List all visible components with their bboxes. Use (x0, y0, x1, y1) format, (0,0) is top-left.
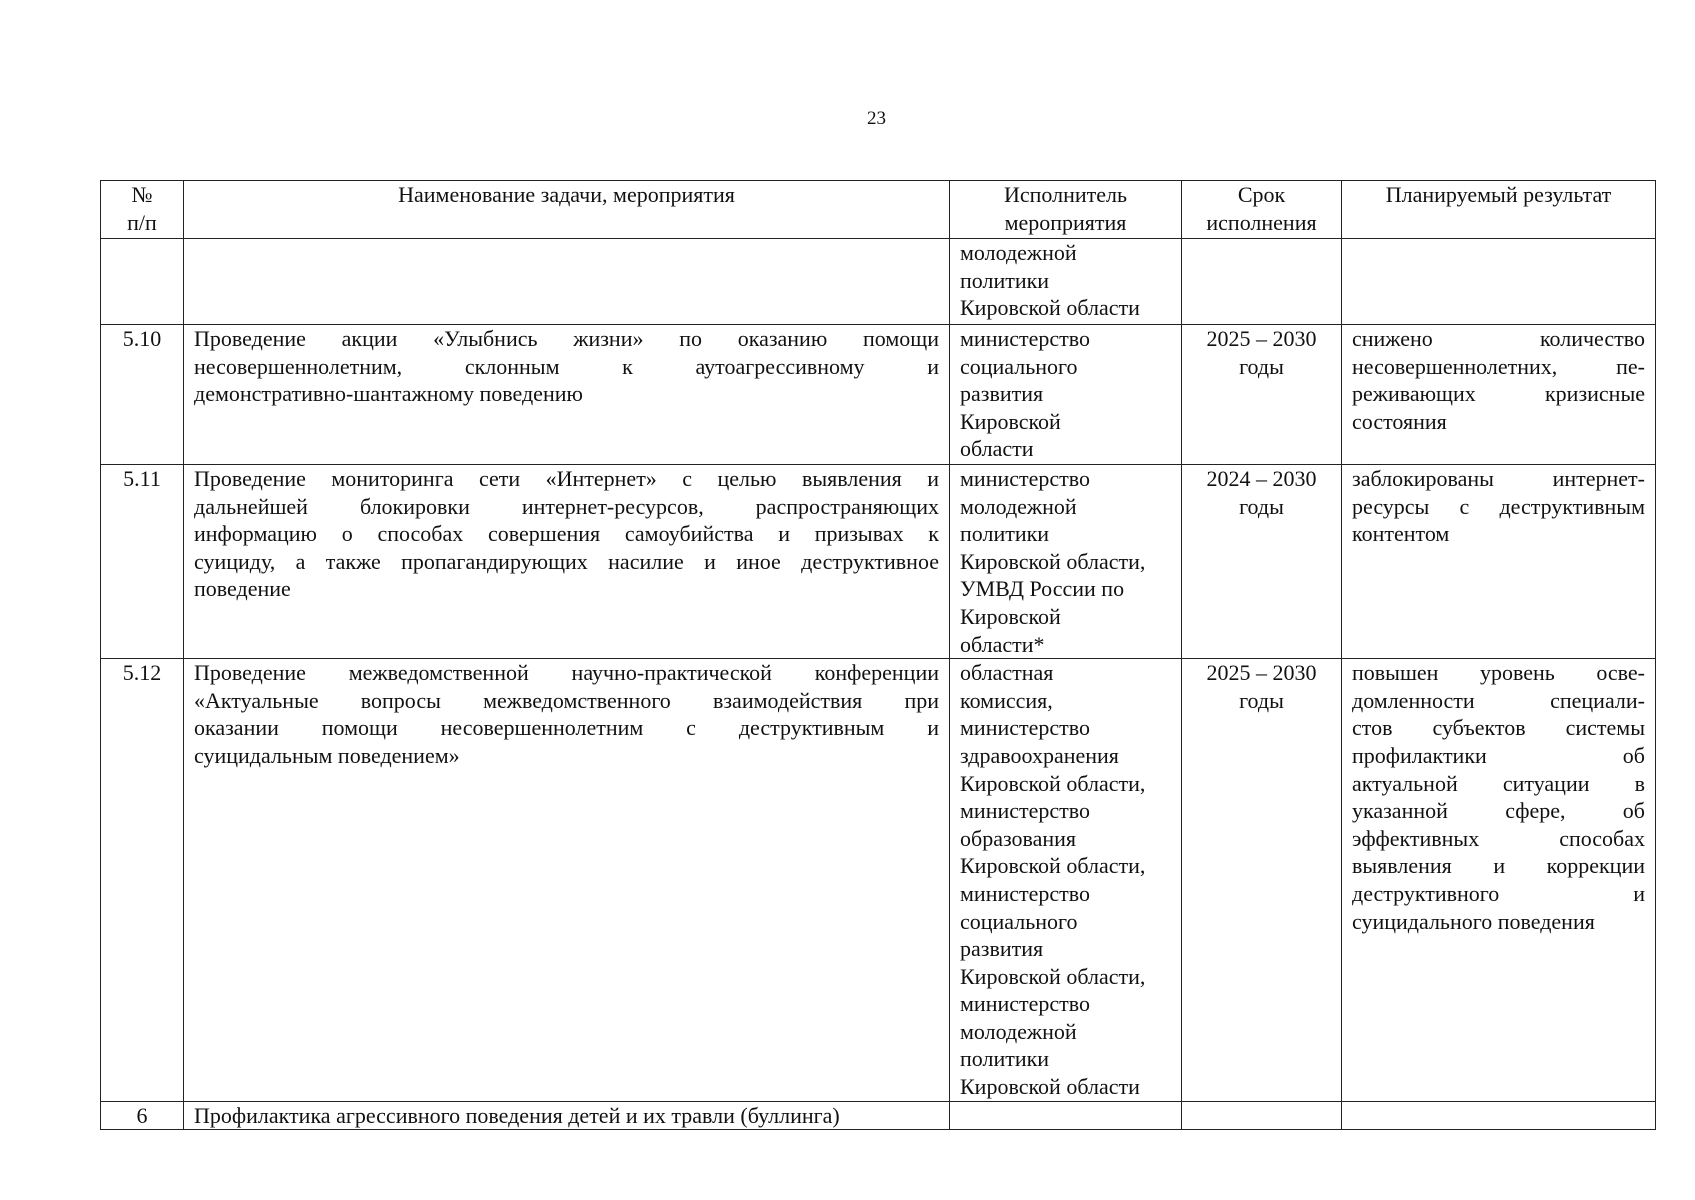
result-line: актуальной ситуации в (1352, 770, 1645, 796)
task-line: суицидальным поведением» (194, 742, 460, 768)
result-line: ресурсы с деструктивным (1352, 493, 1645, 519)
executor-line: политики (960, 1046, 1050, 1072)
result-line: повышен уровень осве- (1352, 660, 1645, 686)
executor-line: молодежной (960, 240, 1077, 265)
task-line: Проведение межведомственной научно-практической конференции (194, 660, 939, 686)
executor-line: Кировской области, (960, 548, 1146, 574)
term-line: годы (1239, 493, 1284, 519)
cell-task (184, 1101, 950, 1130)
executor-line: министерство (960, 715, 1091, 741)
result-line: контентом (1352, 521, 1450, 547)
cell-num: 5.12 (101, 659, 184, 1102)
header-num-line: п/п (127, 209, 157, 235)
cell-num (101, 239, 184, 325)
executor-line: развития (960, 936, 1044, 962)
cell-result (1342, 659, 1656, 1102)
result-line: заблокированы интернет- (1352, 466, 1645, 491)
result-line: снижено количество (1352, 326, 1645, 351)
executor-line: области* (960, 631, 1045, 657)
header-term-line: исполнения (1206, 209, 1317, 235)
executor-line: Кировской области (960, 295, 1140, 321)
cell-num: 6 (101, 1101, 184, 1130)
task-line: Проведение акции «Улыбнись жизни» по оказанию помощи (194, 326, 939, 351)
cell-result (1342, 1101, 1656, 1130)
executor-line: молодежной (960, 493, 1077, 519)
executor-line: комиссия, (960, 687, 1053, 713)
executor-line: социального (960, 908, 1078, 934)
cell-num: 5.11 (101, 465, 184, 659)
cell-term (1182, 1101, 1342, 1130)
executor-line: здравоохранения (960, 742, 1119, 768)
cell-executor (950, 659, 1182, 1102)
cell-executor (950, 465, 1182, 659)
cell-task (184, 659, 950, 1102)
header-term-line: Срок (1237, 182, 1286, 207)
task-line: информацию о способах совершения самоубийства и призывах к (194, 521, 939, 547)
cell-task (184, 239, 950, 325)
result-line: суицидального поведения (1352, 908, 1595, 934)
cell-term (1182, 465, 1342, 659)
plan-table (100, 180, 1656, 1130)
table-row (101, 465, 1656, 659)
cell-num: 5.10 (101, 325, 184, 465)
executor-line: областная (960, 660, 1054, 686)
executor-line: Кировской области, (960, 963, 1146, 989)
executor-line: министерство (960, 880, 1091, 906)
header-term (1182, 181, 1342, 239)
result-line: домленности специали- (1352, 687, 1645, 713)
header-executor-line: Исполнитель (1003, 182, 1128, 207)
cell-term (1182, 659, 1342, 1102)
executor-line: УМВД России по (960, 576, 1125, 602)
result-line: несовершеннолетних, пе- (1352, 353, 1645, 379)
executor-line: министерство (960, 798, 1091, 824)
executor-line: политики (960, 267, 1050, 293)
cell-result (1342, 325, 1656, 465)
executor-line: Кировской (960, 408, 1061, 434)
header-result (1342, 181, 1656, 239)
term-line: годы (1239, 687, 1284, 713)
result-line: профилактики об (1352, 742, 1645, 768)
table-row (101, 325, 1656, 465)
cell-executor (950, 1101, 1182, 1130)
result-line: стов субъектов системы (1352, 715, 1645, 741)
task-line: демонстративно-шантажному поведению (194, 381, 583, 407)
task-line: поведение (194, 576, 291, 602)
task-line: суициду, а также пропагандирующих насилие и иное деструктивное (194, 548, 939, 574)
header-task-label: Наименование задачи, мероприятия (398, 182, 735, 207)
header-executor-line: мероприятия (1004, 209, 1127, 235)
table-header-row (101, 181, 1656, 239)
header-result-label: Планируемый результат (1385, 182, 1612, 207)
executor-line: области (960, 436, 1034, 462)
executor-line: политики (960, 521, 1050, 547)
result-line: деструктивного и (1352, 880, 1645, 906)
header-num (101, 181, 184, 239)
executor-line: министерство (960, 991, 1091, 1017)
cell-result (1342, 239, 1656, 325)
cell-term (1182, 239, 1342, 325)
result-line: эффективных способах (1352, 825, 1645, 851)
task-line: дальнейшей блокировки интернет-ресурсов, распространяющих (194, 493, 939, 519)
executor-line: социального (960, 353, 1078, 379)
executor-line: министерство (960, 466, 1091, 491)
executor-line: Кировской (960, 603, 1061, 629)
cell-executor (950, 239, 1182, 325)
executor-line: министерство (960, 326, 1091, 351)
table-row (101, 659, 1656, 1102)
term-line: годы (1239, 353, 1284, 379)
executor-line: образования (960, 825, 1077, 851)
executor-line: Кировской области (960, 1074, 1140, 1100)
result-line: выявления и коррекции (1352, 853, 1645, 879)
cell-task (184, 325, 950, 465)
executor-line: Кировской области, (960, 853, 1146, 879)
task-line: Профилактика агрессивного поведения детей и их травли (буллинга) (194, 1102, 840, 1128)
executor-line: молодежной (960, 1018, 1077, 1044)
term-line: 2025 – 2030 (1206, 326, 1317, 351)
cell-result (1342, 465, 1656, 659)
task-line: оказании помощи несовершеннолетним с деструктивным и (194, 715, 939, 741)
task-line: «Актуальные вопросы межведомственного взаимодействия при (194, 687, 939, 713)
header-task (184, 181, 950, 239)
result-line: указанной сфере, об (1352, 798, 1645, 824)
table-row (101, 1101, 1656, 1130)
term-line: 2025 – 2030 (1206, 660, 1317, 686)
executor-line: развития (960, 381, 1044, 407)
table-row (101, 239, 1656, 325)
cell-task (184, 465, 950, 659)
cell-executor (950, 325, 1182, 465)
header-num-line: № (131, 182, 153, 207)
task-line: Проведение мониторинга сети «Интернет» с целью выявления и (194, 466, 939, 491)
result-line: состояния (1352, 408, 1447, 434)
executor-line: Кировской области, (960, 770, 1146, 796)
header-executor (950, 181, 1182, 239)
task-line: несовершеннолетним, склонным к аутоагрессивному и (194, 353, 939, 379)
result-line: реживающих кризисные (1352, 381, 1645, 407)
cell-term (1182, 325, 1342, 465)
page-number: 23 (867, 108, 886, 129)
term-line: 2024 – 2030 (1206, 466, 1317, 491)
